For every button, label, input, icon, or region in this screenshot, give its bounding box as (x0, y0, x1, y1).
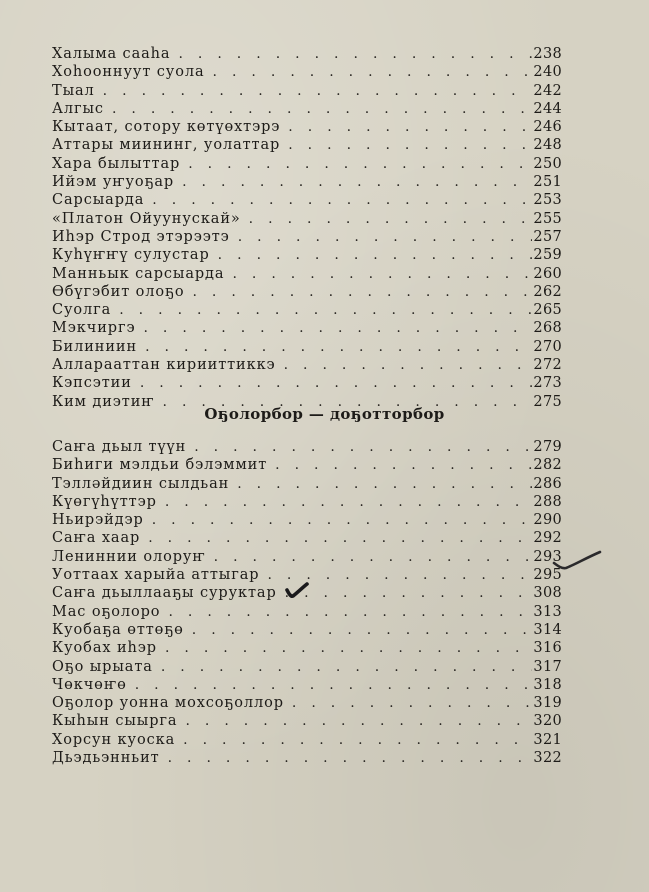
entry-page-number: 246 (533, 119, 562, 136)
toc-entry (52, 639, 562, 657)
entry-title: Иһэр Строд этэрээтэ (52, 228, 230, 245)
toc-entry (52, 712, 562, 730)
entry-page-number: 262 (533, 283, 562, 300)
entry-title: Манньык сарсыарда (52, 265, 225, 282)
dot-leader (210, 246, 532, 264)
entry-title: Дьэдьэнньит (52, 750, 160, 767)
dot-leader (277, 584, 532, 602)
entry-title: Кэпсэтии (52, 375, 132, 392)
entry-title: Хорсун куоска (52, 731, 176, 748)
toc-entry (52, 173, 562, 191)
entry-title: Аттары миининг, уолаттар (52, 137, 281, 154)
entry-page-number: 273 (533, 375, 562, 392)
entry-page-number: 282 (533, 457, 562, 474)
toc-entry (52, 374, 562, 392)
dot-leader (132, 374, 532, 392)
entry-title: Уоттаах харыйа аттыгар (52, 567, 260, 584)
toc-entry (52, 356, 562, 374)
dot-leader (104, 100, 532, 118)
entry-page-number: 250 (533, 155, 562, 172)
entry-page-number: 292 (533, 530, 562, 547)
toc-entry (52, 155, 562, 173)
entry-page-number: 251 (533, 174, 562, 191)
toc-entry (52, 319, 562, 337)
toc-entry (52, 694, 562, 712)
entry-page-number: 248 (533, 137, 562, 154)
entry-title: Хара былыттар (52, 155, 181, 172)
entry-page-number: 259 (533, 247, 562, 264)
dot-leader (157, 493, 532, 511)
entry-page-number: 321 (533, 731, 562, 748)
check-mark-icon (285, 582, 309, 602)
entry-title: Өбүгэбит олоҕо (52, 283, 185, 300)
toc-entry (52, 246, 562, 264)
entry-title: Оҕолор уонна мохсоҕоллор (52, 695, 284, 712)
dot-leader (160, 603, 532, 621)
entry-title: Ким диэтиҥ (52, 393, 155, 410)
entry-title: Сарсыарда (52, 192, 145, 209)
entry-title: Алгыс (52, 100, 104, 117)
dot-leader (144, 511, 532, 529)
dot-leader (153, 658, 532, 676)
entry-title: Халыма сааһа (52, 46, 171, 62)
dot-leader (175, 731, 532, 749)
entry-title: Куһүҥҥү сулустар (52, 247, 210, 264)
dot-leader (206, 548, 532, 566)
dot-leader (174, 173, 532, 191)
dot-leader (224, 265, 532, 283)
toc-entry (52, 210, 562, 228)
dot-leader (135, 319, 532, 337)
dot-leader (140, 529, 532, 547)
entry-page-number: 265 (533, 302, 562, 319)
entry-title: Кытаат, сотору көтүөхтэрэ (52, 119, 281, 136)
dot-leader (276, 356, 532, 374)
entry-page-number: 318 (533, 676, 562, 693)
toc-entry (52, 511, 562, 529)
entry-page-number: 244 (533, 100, 562, 117)
entry-title: Биһиги мэлдьи бэлэммит (52, 457, 268, 474)
toc-entry (52, 191, 562, 209)
entry-page-number: 275 (533, 393, 562, 410)
dot-leader (280, 136, 532, 154)
entry-title: Саҥа дьыллааҕы суруктар (52, 585, 277, 602)
toc-section-poems (52, 45, 562, 411)
entry-page-number: 238 (533, 46, 562, 62)
entry-title: Тыал (52, 82, 95, 99)
entry-page-number: 313 (533, 603, 562, 620)
entry-title: Мас оҕолоро (52, 603, 161, 620)
entry-title: Куобах иһэр (52, 640, 157, 657)
toc-entry (52, 493, 562, 511)
entry-page-number: 293 (533, 548, 562, 565)
entry-page-number: 272 (533, 357, 562, 374)
entry-title: Алларааттан кирииттиккэ (52, 357, 276, 374)
entry-page-number: 316 (533, 640, 562, 657)
entry-page-number: 253 (533, 192, 562, 209)
entry-page-number: 286 (533, 475, 562, 492)
entry-title: Билиниин (52, 338, 138, 355)
dot-leader (280, 118, 532, 136)
entry-title: Ийэм уҥуоҕар (52, 174, 175, 191)
entry-page-number: 290 (533, 512, 562, 529)
dot-leader (180, 155, 532, 173)
dot-leader (95, 82, 532, 100)
toc-entry (52, 438, 562, 456)
dot-leader (170, 45, 532, 63)
toc-entry (52, 529, 562, 547)
entry-title: Саҥа хаар (52, 530, 141, 547)
dot-leader (137, 338, 532, 356)
toc-entry (52, 136, 562, 154)
dot-leader (160, 749, 532, 767)
entry-page-number: 255 (533, 210, 562, 227)
entry-title: Саҥа дьыл түүн (52, 439, 187, 455)
toc-entry (52, 100, 562, 118)
toc-entry (52, 63, 562, 81)
dot-leader (267, 456, 532, 474)
entry-title: «Платон Ойуунускай» (52, 210, 241, 227)
dot-leader (144, 191, 532, 209)
entry-page-number: 240 (533, 64, 562, 81)
entry-title: Хоһооннуут суола (52, 64, 205, 81)
entry-title: Мэкчиргэ (52, 320, 136, 337)
entry-page-number: 322 (533, 750, 562, 767)
entry-page-number: 242 (533, 82, 562, 99)
entry-title: Куобаҕа өттөҕө (52, 621, 184, 638)
toc-entry (52, 603, 562, 621)
section-heading: Оҕолорбор — доҕотторбор (204, 405, 445, 423)
toc-entry (52, 338, 562, 356)
toc-entry (52, 118, 562, 136)
toc-entry (52, 283, 562, 301)
entry-title: Суолга (52, 302, 112, 319)
dot-leader (186, 438, 532, 456)
toc-entry (52, 548, 562, 566)
toc-entry (52, 731, 562, 749)
dot-leader (241, 210, 532, 228)
toc-entry (52, 621, 562, 639)
dot-leader (229, 475, 532, 493)
entry-page-number: 257 (533, 228, 562, 245)
entry-page-number: 320 (533, 713, 562, 730)
entry-title: Лениннии олоруҥ (52, 548, 206, 565)
entry-title: Күөгүһүттэр (52, 493, 157, 510)
toc-entry (52, 456, 562, 474)
toc-entry (52, 301, 562, 319)
dot-leader (177, 712, 532, 730)
dot-leader (127, 676, 532, 694)
entry-page-number: 270 (533, 338, 562, 355)
entry-page-number: 288 (533, 493, 562, 510)
dot-leader (157, 639, 532, 657)
toc-entry (52, 475, 562, 493)
entry-page-number: 279 (533, 439, 562, 455)
toc-entry (52, 82, 562, 100)
toc-entry (52, 265, 562, 283)
dot-leader (284, 694, 532, 712)
entry-title: Чөкчөҥө (52, 676, 127, 693)
dot-leader (230, 228, 532, 246)
toc-entry (52, 749, 562, 767)
entry-page-number: 319 (533, 695, 562, 712)
toc-entry (52, 228, 562, 246)
dot-leader (111, 301, 532, 319)
toc-section-children (52, 438, 562, 767)
dot-leader (205, 63, 532, 81)
toc-entry (52, 45, 562, 63)
entry-title: Тэлләйдиин сылдьан (52, 475, 230, 492)
entry-page-number: 260 (533, 265, 562, 282)
entry-page-number: 295 (533, 567, 562, 584)
dot-leader (184, 621, 532, 639)
entry-page-number: 308 (533, 585, 562, 602)
check-mark-icon (552, 548, 604, 572)
entry-page-number: 268 (533, 320, 562, 337)
dot-leader (184, 283, 532, 301)
entry-title: Кыһын сыырга (52, 713, 178, 730)
entry-page-number: 317 (533, 658, 562, 675)
entry-title: Ньирэйдэр (52, 512, 144, 529)
toc-entry (52, 676, 562, 694)
toc-entry (52, 658, 562, 676)
entry-page-number: 314 (533, 621, 562, 638)
entry-title: Оҕо ырыата (52, 658, 153, 675)
